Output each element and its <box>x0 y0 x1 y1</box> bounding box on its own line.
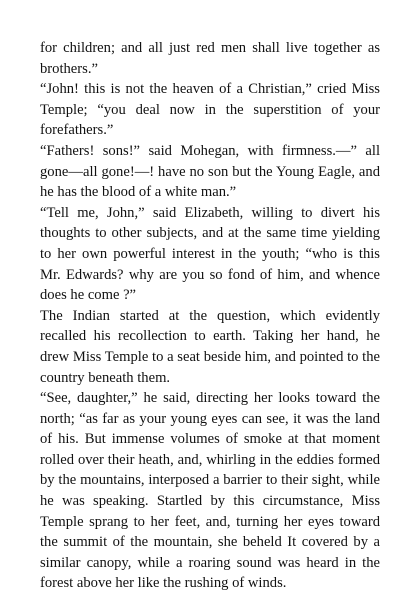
paragraph-4: “Tell me, John,” said Elizabeth, willing to divert his thoughts to other subjects, and at the same time yielding to her own powerful interest in the youth; “who is this Mr. Edwards? why are you so fond of him, and whence does he come ?” <box>40 204 380 304</box>
page-text <box>40 38 380 594</box>
paragraph-3: “Fathers! sons!” said Mohegan, with firmness.—” all gone—all gone!—! have no son but the Young Eagle, and he has the blood of a white man.” <box>40 142 380 201</box>
paragraph-2: “John! this is not the heaven of a Christian,” cried Miss Temple; “you deal now in the superstition of your forefathers.” <box>40 81 380 139</box>
paragraph-1: for children; and all just red men shall live together as brothers.” <box>40 40 380 77</box>
paragraph-6: “See, daughter,” he said, directing her looks toward the north; “as far as your young eyes can see, it was the land of his. But immense volumes of smoke at that moment rolled over their heath, and, whirling in the eddies formed by the mountains, interposed a barrier to their sight, while he was speaking. Startled by this circumstance, Miss Temple sprang to her feet, and, turning her eyes toward the summit of the mountain, she beheld It covered by a similar canopy, while a roaring sound was heard in the forest above her like the rushing of winds. <box>40 390 380 592</box>
paragraph-5: The Indian started at the question, which evidently recalled his recollection to earth. Taking her hand, he drew Miss Temple to a seat beside him, and pointed to the country beneath them. <box>40 307 380 386</box>
